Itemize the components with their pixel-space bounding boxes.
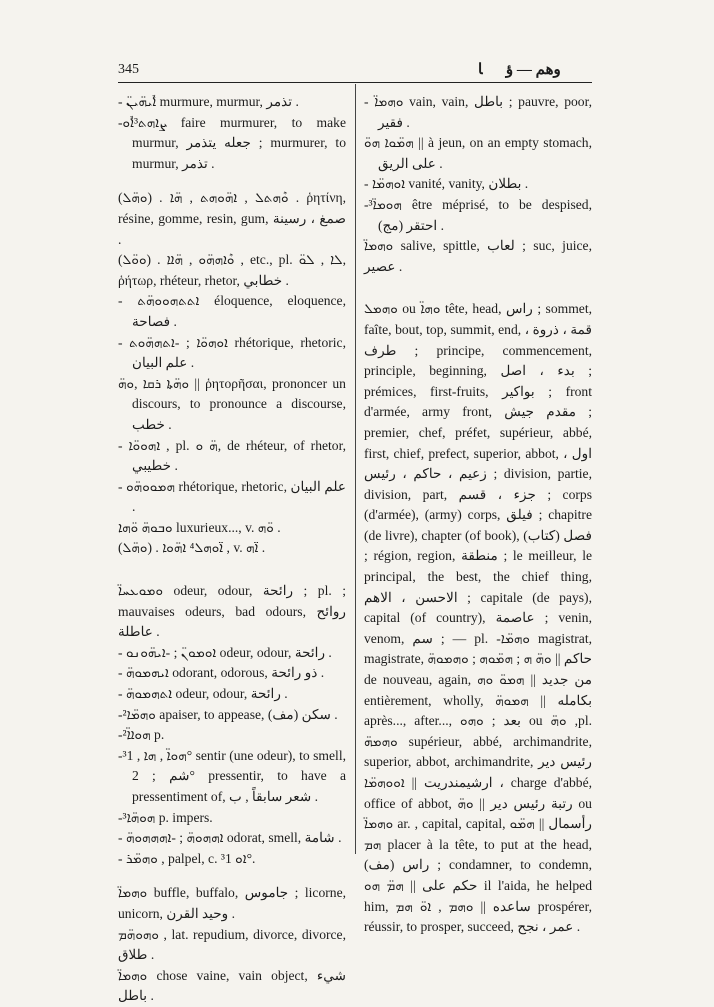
entry: -²ܘܗܡ̈ܐ apaiser, to appease, سكن (مف) .	[118, 706, 338, 722]
entry: ܘܗܘܗ̈ܡ , lat. repudium, divorce, divorce, طلاق .	[118, 926, 346, 963]
left-column	[118, 92, 346, 1007]
entry: - ܐܬܗܡܘܗ̈ odeur, odour, رائحة .	[118, 686, 288, 702]
header-rule	[118, 82, 592, 83]
entry: - ܐܝܗܡܘܗ̈ odorant, odorous, ذو رائحة .	[118, 665, 325, 681]
entry: ܘܗܡܐ̈ buffle, buffalo, جاموس ; licorne, unicorn, وحيد القرن .	[118, 885, 347, 921]
running-head: وهم — ؤهٖا	[478, 62, 561, 78]
entry: (ܘܘ̈ܠ) . ܘܶܐܗܗ̈ܘ , ܗ̈ܐܐ , etc., pl. ܠܐ , ܠܘ̈, ῥήτωρ, rhéteur, rhetor, خطابي .	[118, 252, 346, 288]
entry: - ܐܘܗܘ̈ܐ ; -ܐܬܗܗ̈ܘܬ rhétorique, rhetoric, علم البيان .	[118, 334, 346, 371]
entry: ܘܒܘܗ̈ ܘ̈ܗܐ luxurieux..., v. ܘ̈ܗ .	[118, 519, 281, 535]
entry: - ܐܘܗܡ̈ܐ vanité, vanity, بطلان .	[364, 176, 529, 192]
page-number: 345	[118, 62, 139, 77]
entry: - ܘܗܡ̈ܪ , palpel, c. ³ܐܘ 1°.	[118, 850, 256, 866]
entry: ܘܗ̈ܬܐ ܪܩܐ ,ܘܗ̈ || ῥητορῆσαι, prononcer un discours, to pronounce a discourse, خطب .	[118, 375, 346, 432]
right-column	[364, 92, 592, 938]
entry: -²ܗܘܐܐ̈ p.	[118, 727, 165, 743]
entry: - ܐܗܗܘܗ̈ ; -ܐܗܗܗܘܗ̈ odorat, smell, شامة .	[118, 830, 342, 846]
entry: ܘܡܘܥܚܐ̈ odeur, odour, رائحة ; pl. ; mauvaises odeurs, bad odours, روائح عاطلة .	[118, 583, 346, 640]
entry: - ܐܽܝܗ̈ܝܢ̈ murmure, murmur, تذمر .	[118, 94, 299, 109]
entry: - ܐܘܡܘܢ̈ ; -ܐܝܗ̈ܘܢܘ odeur, odour, رائحة .	[118, 644, 332, 660]
entry: -³ܗܘܗ̈ܐ p. impers.	[118, 809, 213, 825]
entry: - ܗܡܘܘܗ̈ܘ rhétorique, rhetoric, علم البيان .	[118, 478, 347, 515]
entry: (ܘܗ̈ܠ) . ܐ̈ܘܗܠ⁴ ܐܗ̈ܘܐ , v. ܐ̈ܗ .	[118, 540, 266, 556]
entry: ܘܗܡܠ ou ܘܗܐ̈ tête, head, راس ; sommet, faîte, bout, top, summit, end, قمة ، ذروة ، طرف ; principe, commencement, principle, beginning, بدء ، اصل ; prémices, first-fruits, بواكير ; front d'armée, army front, مقدم جيش ; premier, chef, préfet, supérieur, abbé, first, chief, prefect, superior, abbot, اول ، زعيم ، حاكم ، رئيس ; division, partie, division, part, جزء ، قسم ; corps (d'armée), (army) corps, فيلق ; chapitre (de livre), chapter (of book), فصل (كتاب) ; région, region, منطقة ; le meilleur, le principal, the best, the chief thing, الاحسن ، الاهم ; capitale (de pays), capital (of country), عاصمة ; venin, venom, سم ; — pl. -ܘܗܡ̈ܐ magistrat, magistrate, حاكم || ܘܗ̈ ܗ ; ܗܡ̈ܘܗ ; ܘܗܡܘܗ̈ de nouveau, again, من جديد || ܗܡܘ̈ ܘܗ entièrement, wholly, بكامله || ܗܡܘܗ̈ après..., after..., بعد ; ܘܗܘ ou ܘܗ̈ ,pl. ܘܗܡܗ̈ supérieur, abbé, archimandrite, superior, abbot, archimandrite, رئيس دير ، ارشيمندريت || ܐܘܘܗܡ̈ܐ charge d'abbé, office of abbot, رتبة رئيس دير || ܘܗ̈ ou ܘܗܡܐ̈ ar. , capital, capital, رأسمال || ܗܡ̈ܘ ܗܡ placer à la tête, to put at the head, راس (مف) ; condamner, to condemn, حكم على || ܗܡ̈ ܗܘ il l'aida, he helped him, ساعده || ܘܗܡ , ܐܘ̈ ܗܡ prospérer, réussir, to prosper, succeed, عمر ، نجح .	[364, 301, 593, 935]
entry: - ܘܗܡܐ̈ vain, vain, باطل ; pauvre, poor, فقير .	[364, 94, 592, 130]
entry: ܗܡ̈ܘܐ ܗܘ̈ || à jeun, on an empty stomach, على الريق .	[364, 135, 593, 171]
entry: ܘܗܡܐ̈ chose vaine, vain object, شيء باطل .	[118, 967, 346, 1004]
entry: -³ܗܘܐ̈ , ܗܐ , 1° sentir (une odeur), to smell, شم ; 2° pressentir, to have a pressentiment of, شعر سابقاً , ب .	[118, 747, 346, 804]
column-divider	[355, 84, 356, 854]
entry: ܘܗܡܐ̈ salive, spittle, لعاب ; suc, juice, عصير .	[364, 238, 592, 274]
entry: - ܐܬܬܗܘܘܗ̈ܬ éloquence, eloquence, فصاحة .	[118, 293, 346, 329]
entry: -³ܗܘܡܐ̈ être méprisé, to be despised, احتقر (مج) .	[364, 196, 592, 233]
entry: - ܐܗܘܘ̈ܐ , pl. ܗ̈ ܘ, de rhéteur, of rhetor, خطيبي .	[118, 437, 346, 474]
entry: (ܘܗ̈ܠ) . ܘܶܗܬܠ , ܐܗ̈ܘܗܬ , ܗ̈ܐ . ῥητίνη, résine, gomme, resin, gum, صمغ ، رسينة .	[118, 190, 346, 247]
entry: -ܨܐܗܬ³ܐܽܘ faire murmurer, to make murmur, جعله يتذمر ; murmurer, to murmur, تذمر .	[118, 114, 346, 171]
